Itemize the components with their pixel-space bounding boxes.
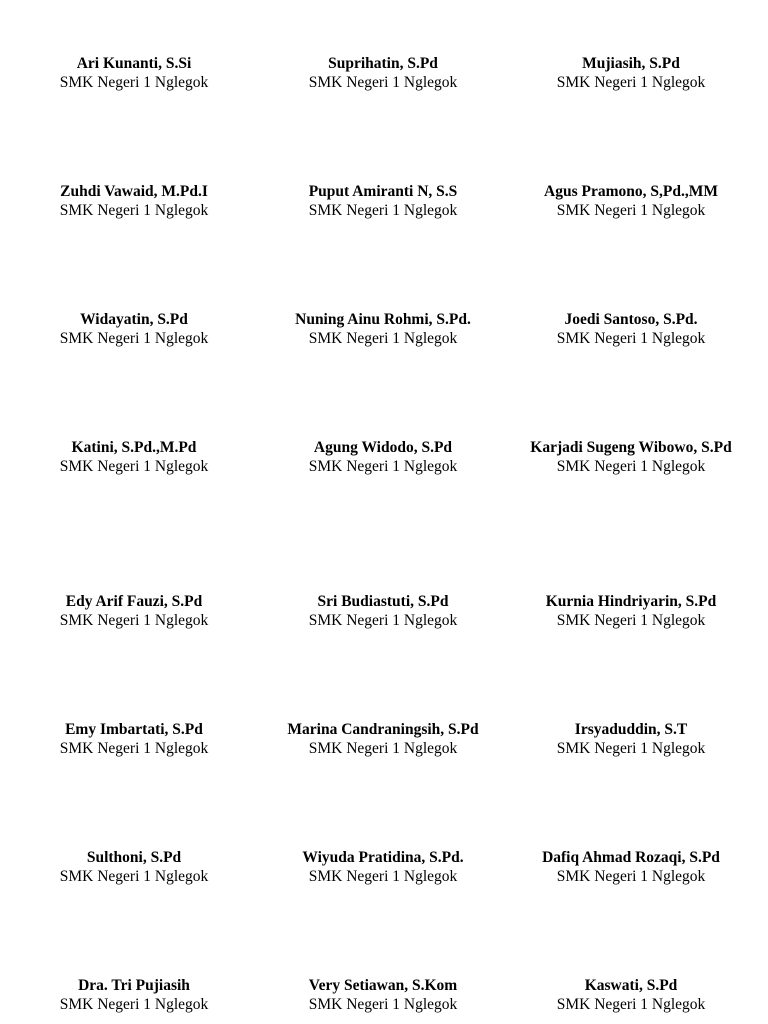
address-label [255, 721, 511, 758]
address-label [503, 977, 759, 1014]
label-name: Joedi Santoso, S.Pd. [564, 311, 698, 328]
label-name: Dafiq Ahmad Rozaqi, S.Pd [542, 849, 720, 866]
label-school: SMK Negeri 1 Nglegok [59, 611, 209, 629]
label-school: SMK Negeri 1 Nglegok [556, 995, 706, 1013]
address-label [503, 439, 759, 476]
address-label [503, 55, 759, 92]
label-name: Irsyaduddin, S.T [574, 721, 688, 738]
label-name: Marina Candraningsih, S.Pd [287, 721, 479, 738]
address-label [6, 183, 262, 220]
label-name: Emy Imbartati, S.Pd [65, 721, 203, 738]
address-label [255, 593, 511, 630]
label-name: Kaswati, S.Pd [584, 977, 678, 994]
address-label [255, 439, 511, 476]
label-school: SMK Negeri 1 Nglegok [308, 73, 458, 91]
label-school: SMK Negeri 1 Nglegok [308, 611, 458, 629]
label-school: SMK Negeri 1 Nglegok [556, 867, 706, 885]
label-name: Wiyuda Pratidina, S.Pd. [302, 849, 464, 866]
address-label [255, 849, 511, 886]
label-school: SMK Negeri 1 Nglegok [308, 995, 458, 1013]
label-school: SMK Negeri 1 Nglegok [308, 739, 458, 757]
address-label [503, 721, 759, 758]
address-label [255, 183, 511, 220]
label-name: Karjadi Sugeng Wibowo, S.Pd [530, 439, 732, 456]
label-school: SMK Negeri 1 Nglegok [308, 201, 458, 219]
address-label [6, 439, 262, 476]
address-label [503, 849, 759, 886]
address-label [503, 183, 759, 220]
label-school: SMK Negeri 1 Nglegok [556, 611, 706, 629]
address-label [255, 977, 511, 1014]
label-name: Sulthoni, S.Pd [86, 849, 182, 866]
label-name: Agung Widodo, S.Pd [313, 439, 453, 456]
label-name: Widayatin, S.Pd [80, 311, 188, 328]
label-name: Dra. Tri Pujiasih [78, 977, 190, 994]
label-school: SMK Negeri 1 Nglegok [59, 995, 209, 1013]
label-name: Kurnia Hindriyarin, S.Pd [545, 593, 717, 610]
label-school: SMK Negeri 1 Nglegok [59, 867, 209, 885]
address-label [255, 55, 511, 92]
address-label [6, 721, 262, 758]
label-name: Suprihatin, S.Pd [328, 55, 438, 72]
address-label [503, 311, 759, 348]
label-name: Zuhdi Vawaid, M.Pd.I [60, 183, 208, 200]
label-name: Agus Pramono, S,Pd.,MM [544, 183, 718, 200]
label-name: Sri Budiastuti, S.Pd [317, 593, 449, 610]
address-label [255, 311, 511, 348]
label-school: SMK Negeri 1 Nglegok [556, 201, 706, 219]
address-label [6, 977, 262, 1014]
label-name: Mujiasih, S.Pd [582, 55, 680, 72]
label-name: Katini, S.Pd.,M.Pd [71, 439, 197, 456]
label-school: SMK Negeri 1 Nglegok [556, 329, 706, 347]
label-school: SMK Negeri 1 Nglegok [308, 329, 458, 347]
label-school: SMK Negeri 1 Nglegok [59, 739, 209, 757]
label-name: Ari Kunanti, S.Si [76, 55, 192, 72]
address-label [6, 311, 262, 348]
label-school: SMK Negeri 1 Nglegok [556, 73, 706, 91]
label-name: Edy Arif Fauzi, S.Pd [65, 593, 203, 610]
label-school: SMK Negeri 1 Nglegok [556, 457, 706, 475]
address-label [6, 55, 262, 92]
label-school: SMK Negeri 1 Nglegok [59, 201, 209, 219]
label-school: SMK Negeri 1 Nglegok [59, 457, 209, 475]
label-school: SMK Negeri 1 Nglegok [308, 867, 458, 885]
label-school: SMK Negeri 1 Nglegok [59, 329, 209, 347]
label-school: SMK Negeri 1 Nglegok [308, 457, 458, 475]
label-school: SMK Negeri 1 Nglegok [59, 73, 209, 91]
label-name: Very Setiawan, S.Kom [308, 977, 458, 994]
label-school: SMK Negeri 1 Nglegok [556, 739, 706, 757]
address-label [503, 593, 759, 630]
address-label [6, 593, 262, 630]
label-name: Nuning Ainu Rohmi, S.Pd. [295, 311, 471, 328]
label-name: Puput Amiranti N, S.S [308, 183, 458, 200]
address-label [6, 849, 262, 886]
